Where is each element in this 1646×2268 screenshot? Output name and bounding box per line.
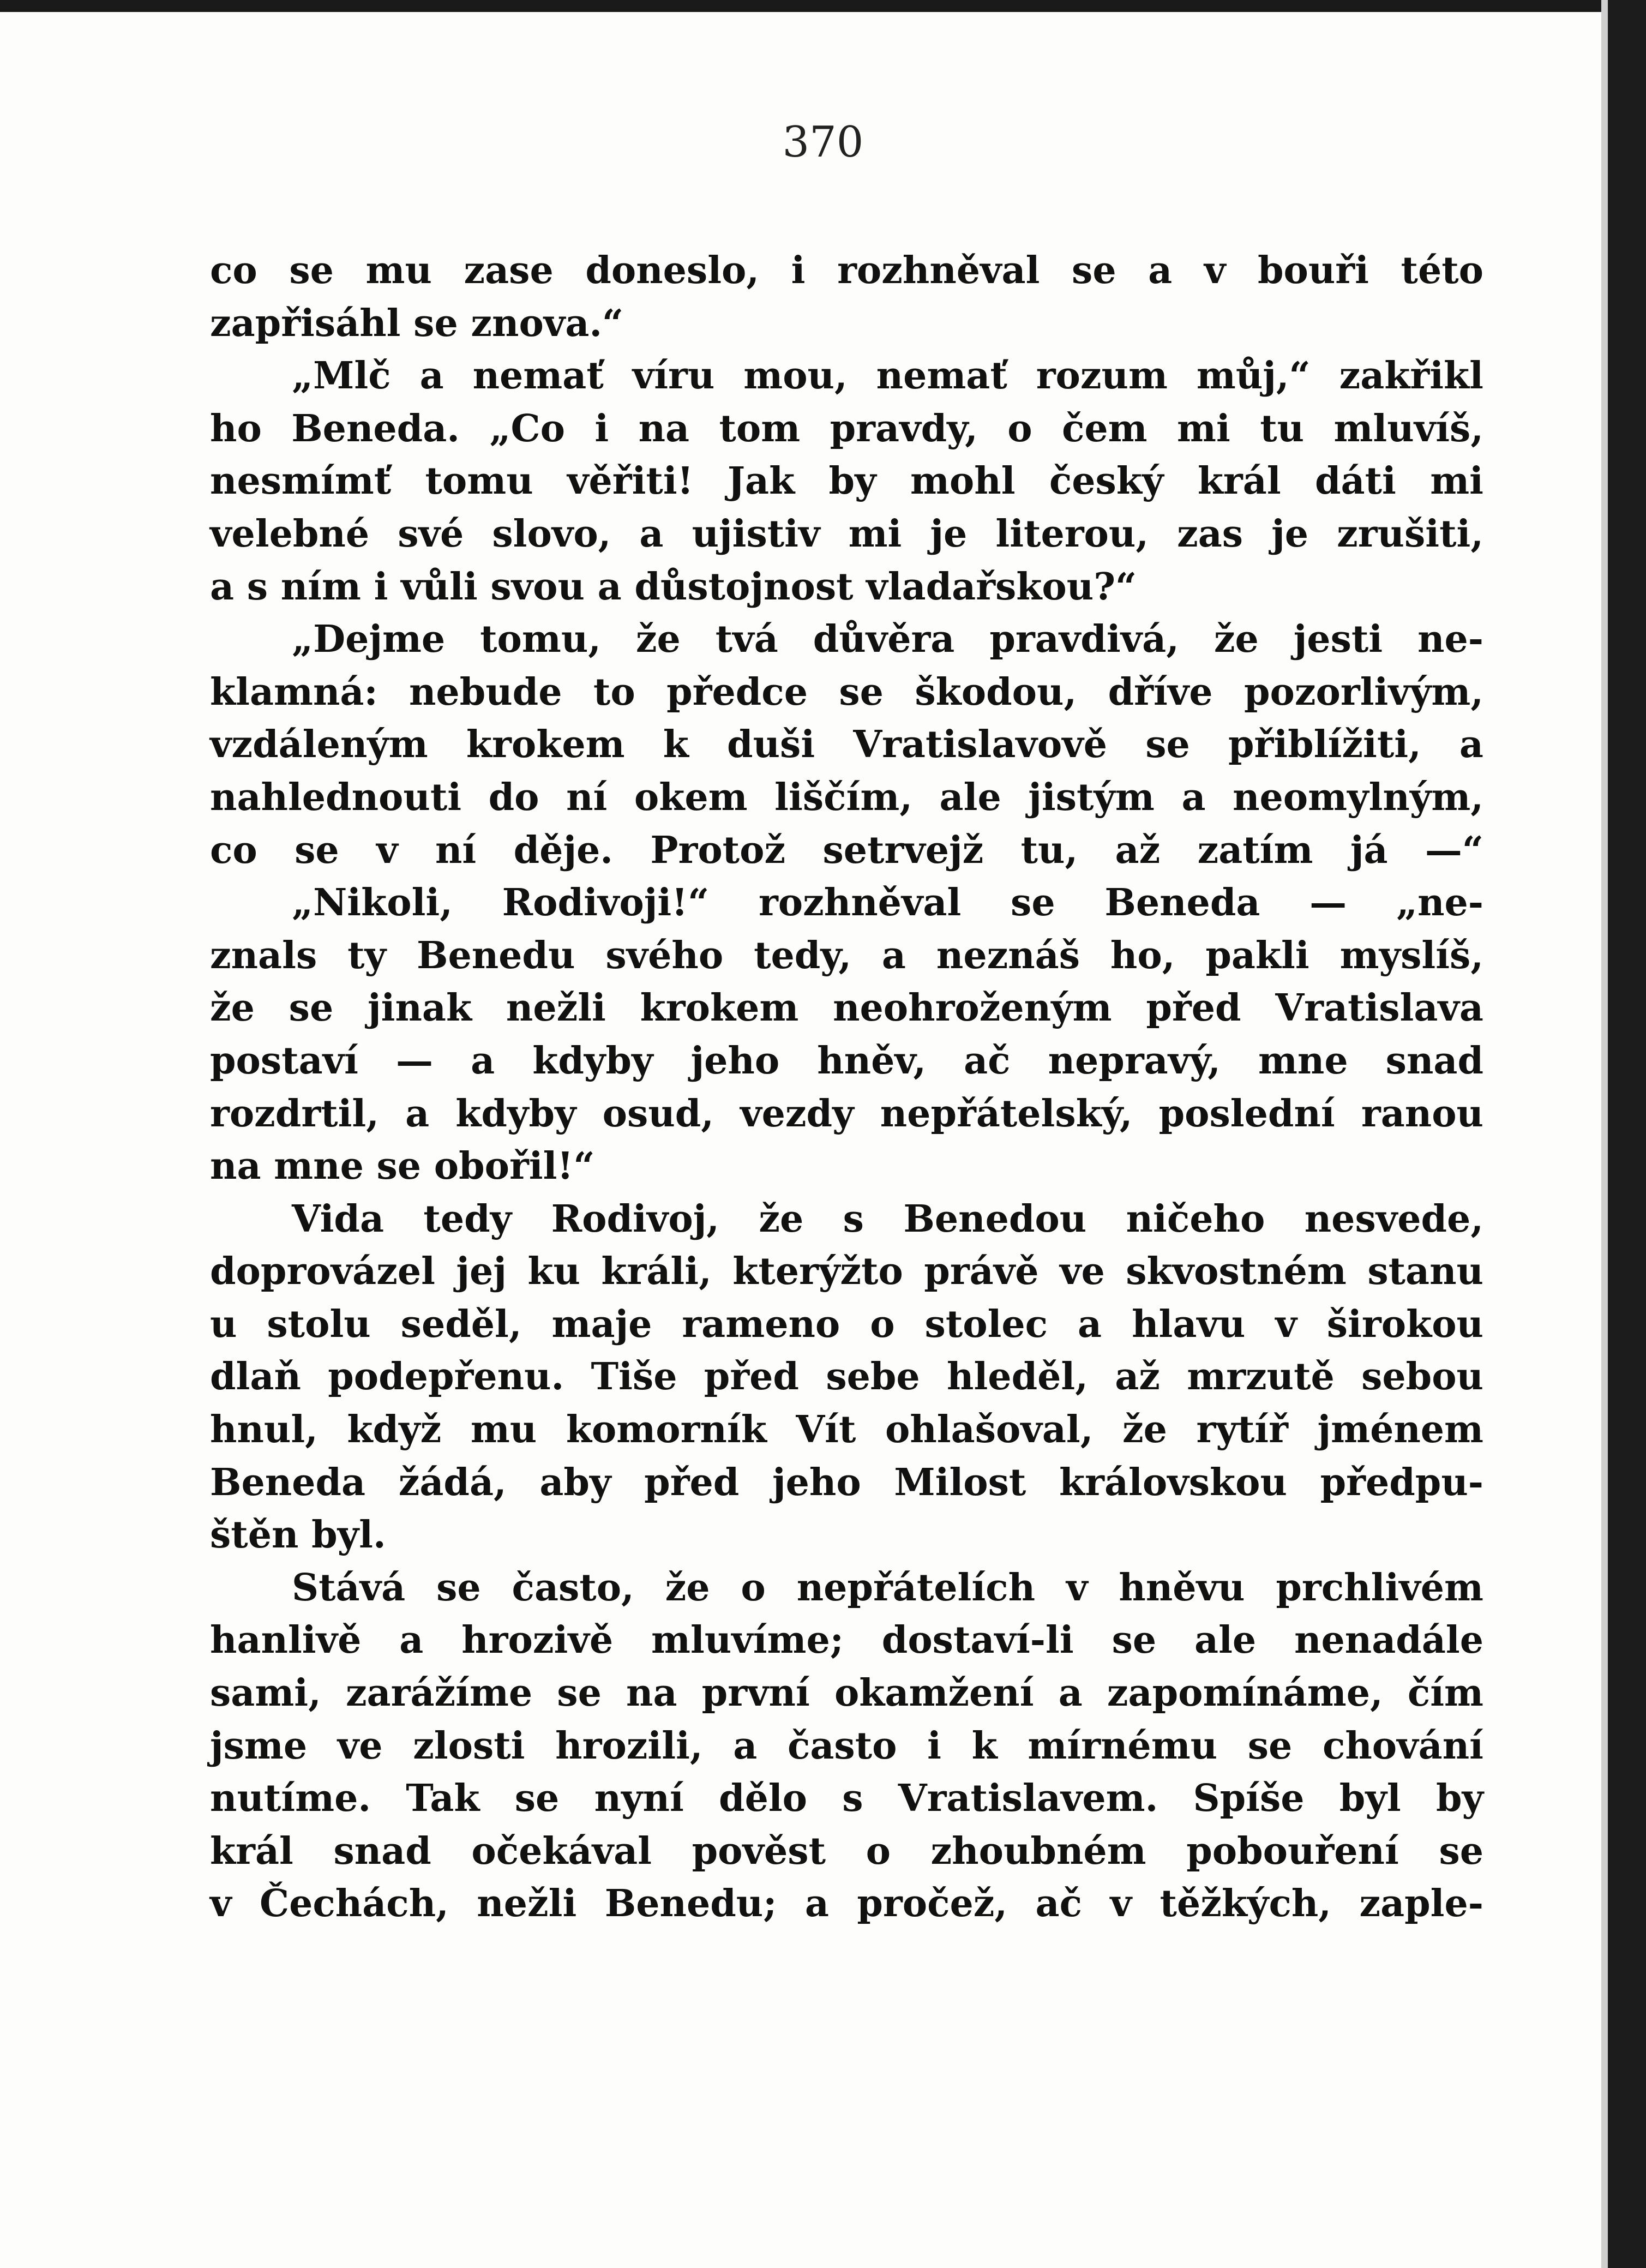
body-text — [210, 244, 1483, 1930]
text-line: jsme ve zlosti hrozili, a často i k mírnému se chování — [210, 1724, 1483, 1768]
text-line: Stává se často, že o nepřátelích v hněvu prchlivém — [292, 1565, 1483, 1610]
text-line: vzdáleným krokem k duši Vratislavově se přiblížiti, a — [210, 723, 1483, 767]
scan-border-right — [1608, 0, 1646, 2268]
text-line: postaví — a kdyby jeho hněv, ač nepravý, mne snad — [210, 1039, 1483, 1083]
scan-border-right-edge — [1601, 0, 1608, 2268]
text-line: hnul, když mu komorník Vít ohlašoval, že rytíř jménem — [210, 1408, 1483, 1452]
text-line: u stolu seděl, maje rameno o stolec a hlavu v širokou — [210, 1302, 1483, 1346]
text-line: Beneda žádá, aby před jeho Milost královskou předpu- — [210, 1460, 1483, 1504]
text-line: ho Beneda. „Co i na tom pravdy, o čem mi tu mluvíš, — [210, 406, 1483, 451]
text-line: štěn byl. — [210, 1513, 386, 1557]
text-line: že se jinak nežli krokem neohroženým před Vratislava — [210, 986, 1483, 1030]
text-line: nesmímť tomu věřiti! Jak by mohl český král dáti mi — [210, 459, 1483, 503]
text-line: nahlednouti do ní okem liščím, ale jistým a neomylným, — [210, 775, 1483, 819]
scan-border-top — [0, 0, 1646, 12]
text-line: znals ty Benedu svého tedy, a neznáš ho, pakli myslíš, — [210, 933, 1483, 977]
text-line: „Dejme tomu, že tvá důvěra pravdivá, že jesti ne- — [292, 617, 1483, 662]
text-line: a s ním i vůli svou a důstojnost vladařskou?“ — [210, 565, 1137, 609]
text-line: nutíme. Tak se nyní dělo s Vratislavem. Spíše byl by — [210, 1777, 1483, 1821]
text-line: velebné své slovo, a ujistiv mi je literou, zas je zrušiti, — [210, 512, 1483, 556]
text-line: co se v ní děje. Protož setrvejž tu, až zatím já —“ — [210, 828, 1483, 872]
text-line: „Mlč a nemať víru mou, nemať rozum můj,“ zakřikl — [292, 354, 1483, 398]
text-line: co se mu zase doneslo, i rozhněval se a v bouři této — [210, 249, 1483, 292]
text-line: sami, zarážíme se na první okamžení a zapomínáme, čím — [210, 1671, 1483, 1715]
text-line: „Nikoli, Rodivoji!“ rozhněval se Beneda — „ne- — [292, 881, 1483, 925]
text-line: hanlivě a hrozivě mluvíme; dostaví-li se ale nenadále — [210, 1618, 1483, 1663]
text-line: rozdrtil, a kdyby osud, vezdy nepřátelský, poslední ranou — [210, 1091, 1483, 1136]
text-line: zapřisáhl se znova.“ — [210, 301, 624, 345]
text-line: doprovázel jej ku králi, kterýžto právě ve skvostném stanu — [210, 1250, 1483, 1294]
text-line: král snad očekával pověst o zhoubném pobouření se — [210, 1829, 1483, 1873]
page-number: 370 — [782, 118, 864, 167]
text-line: klamná: nebude to předce se škodou, dříve pozorlivým, — [210, 670, 1483, 714]
text-line: na mne se obořil!“ — [210, 1144, 595, 1189]
text-line: Vida tedy Rodivoj, že s Benedou ničeho nesvede, — [292, 1197, 1483, 1241]
text-line: v Čechách, nežli Benedu; a pročež, ač v těžkých, zaple- — [210, 1882, 1483, 1926]
text-line: dlaň podepřenu. Tiše před sebe hleděl, až mrzutě sebou — [210, 1355, 1483, 1399]
